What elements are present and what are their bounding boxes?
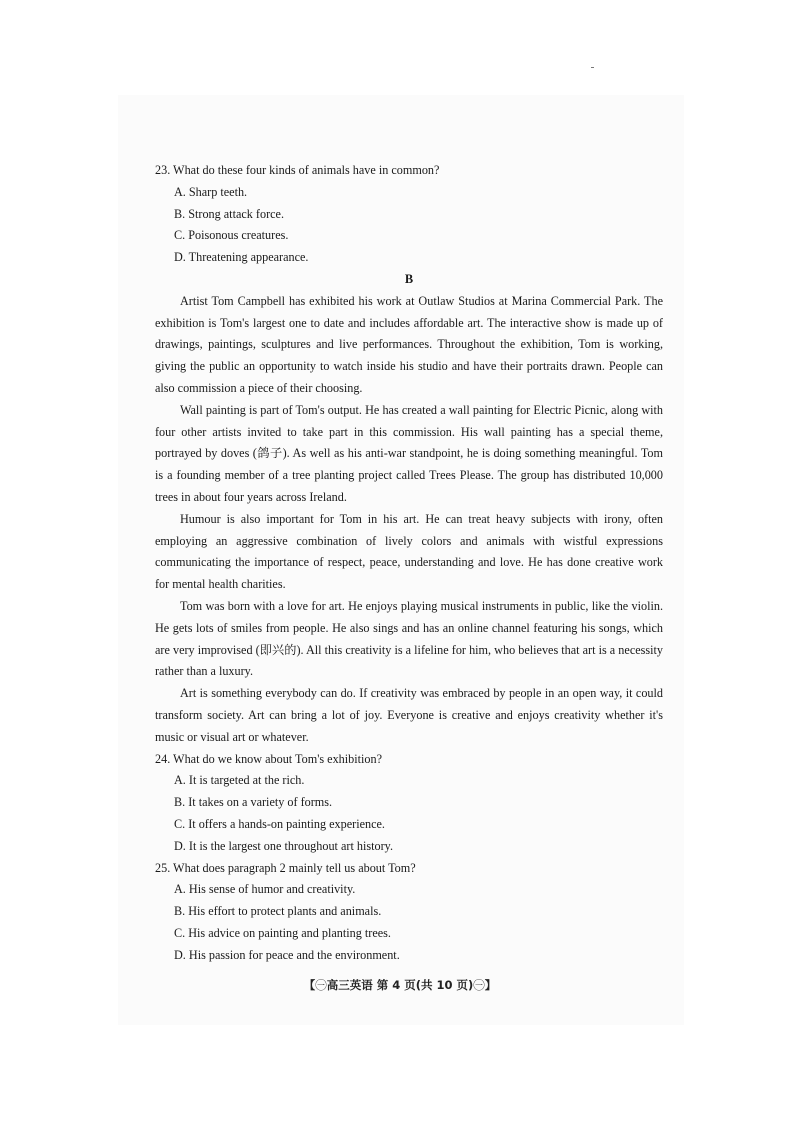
question-24: 24. What do we know about Tom's exhibition? xyxy=(155,751,383,766)
passage-paragraph-3: Humour is also important for Tom in his art. He can treat heavy subjects with irony, often employing an aggressive combination of lively colors and animals with wistful expressions communicating the importance of respect, peace, understanding and love. He has done creative work for mental health charities. xyxy=(155,511,663,592)
question-23-option-d: D. Threatening appearance. xyxy=(174,250,309,265)
question-25-option-b: B. His effort to protect plants and animals. xyxy=(174,904,382,919)
question-24-option-d: D. It is the largest one throughout art history. xyxy=(174,838,393,853)
exam-page-content xyxy=(155,160,663,966)
question-24-option-a: A. It is targeted at the rich. xyxy=(174,773,305,788)
scan-speck xyxy=(591,67,594,68)
footer-right-bracket: 】 xyxy=(484,978,497,992)
passage-paragraph-4: Tom was born with a love for art. He enjoys playing musical instruments in public, like the violin. He gets lots of smiles from people. He also sings and has an online channel featuring his songs, which are very improvised (即兴的). All this creativity is a lifeline for him, who believes that art is a necessity rather than a luxury. xyxy=(155,598,663,679)
passage-paragraph-2: Wall painting is part of Tom's output. He has created a wall painting for Electric Picnic, along with four other artists invited to take part in this commission. His wall painting has a special theme, portrayed by doves (鸽子). As well as his anti-war standpoint, he is doing something meaningful. Tom is a founding member of a tree planting project called Trees Please. The group has distributed 10,000 trees in about four years across Ireland. xyxy=(155,402,663,504)
question-25-option-c: C. His advice on painting and planting trees. xyxy=(174,925,391,940)
question-23: 23. What do these four kinds of animals have in common? xyxy=(155,163,440,177)
question-25-option-a: A. His sense of humor and creativity. xyxy=(174,882,356,897)
question-25-option-d: D. His passion for peace and the environment. xyxy=(174,947,400,962)
circled-minus-icon: ㊀ xyxy=(315,978,327,992)
section-b-heading: B xyxy=(404,271,414,286)
question-23-option-c: C. Poisonous creatures. xyxy=(174,228,289,243)
circled-minus-icon: ㊀ xyxy=(473,978,485,992)
question-23-option-b: B. Strong attack force. xyxy=(174,206,284,221)
question-23-option-a: A. Sharp teeth. xyxy=(174,184,248,199)
passage-paragraph-5: Art is something everybody can do. If creativity was embraced by people in an open way, it could transform society. Art can bring a lot of joy. Everyone is creative and enjoys creativity whether it's music or visual art or whatever. xyxy=(155,686,663,744)
question-25: 25. What does paragraph 2 mainly tell us about Tom? xyxy=(155,860,416,875)
footer-page-label: 高三英语 第 4 页(共 10 页) xyxy=(326,978,474,992)
passage-paragraph-1: Artist Tom Campbell has exhibited his work at Outlaw Studios at Marina Commercial Park. The exhibition is Tom's largest one to date and includes affordable art. The interactive show is made up of drawings, paintings, sculptures and live performances. Throughout the exhibition, Tom is working, giving the public an opportunity to watch inside his studio and have their portraits drawn. People can also commission a piece of their choosing. xyxy=(155,293,663,395)
page-footer xyxy=(0,977,800,993)
footer-left-bracket: 【 xyxy=(303,978,316,992)
question-24-option-c: C. It offers a hands-on painting experience. xyxy=(174,816,385,831)
question-24-option-b: B. It takes on a variety of forms. xyxy=(174,795,333,810)
